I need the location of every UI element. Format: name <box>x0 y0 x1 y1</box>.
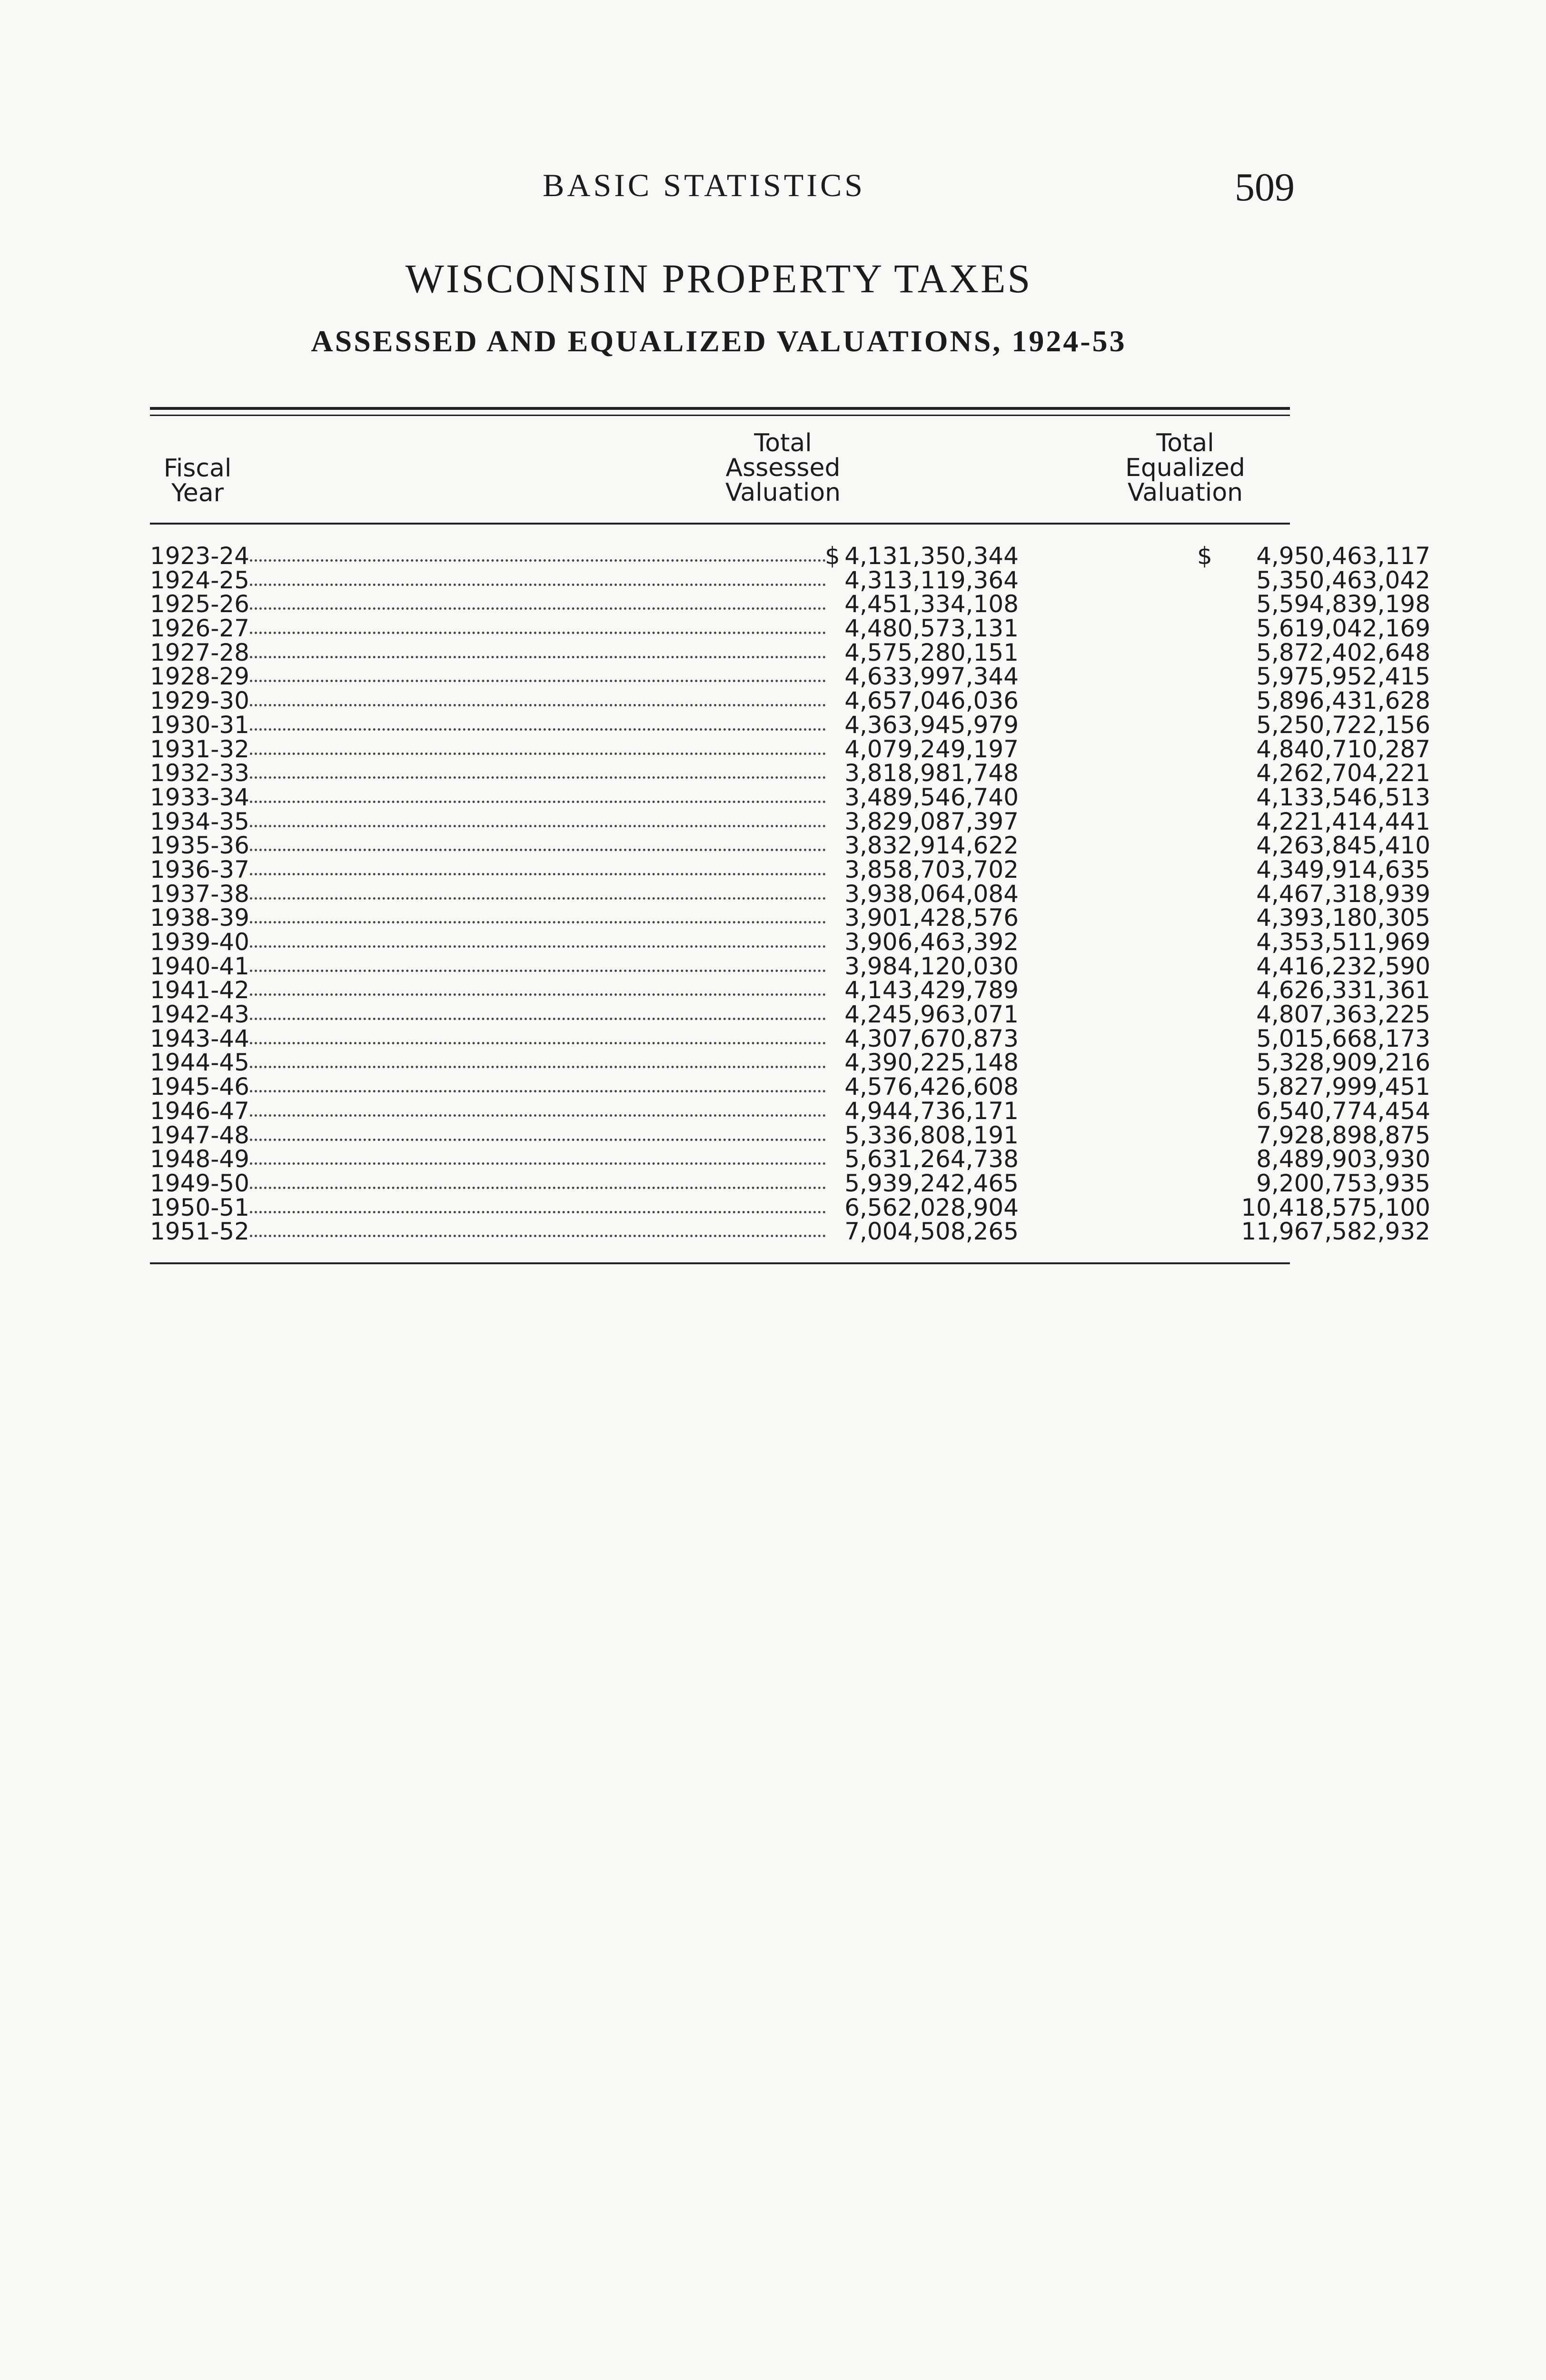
dot-leader <box>250 1090 826 1092</box>
equalized-valuation-cell: 5,328,909,216 <box>1256 1049 1430 1077</box>
fiscal-year-cell: 1949-50 <box>150 1169 249 1197</box>
equalized-valuation-cell: 4,221,414,441 <box>1256 807 1430 835</box>
table-row <box>150 663 1430 691</box>
fiscal-year-cell: 1948-49 <box>150 1145 249 1173</box>
page-number: 509 <box>1235 165 1295 209</box>
column-header-line: Year <box>171 479 224 507</box>
running-head: BASIC STATISTICS <box>543 167 866 203</box>
fiscal-year-cell: 1945-46 <box>150 1073 249 1101</box>
fiscal-year-cell: 1944-45 <box>150 1049 249 1077</box>
fiscal-year-cell: 1943-44 <box>150 1024 249 1052</box>
equalized-valuation-cell: 7,928,898,875 <box>1256 1121 1430 1149</box>
fiscal-year-cell: 1939-40 <box>150 928 249 956</box>
equalized-valuation-cell: 8,489,903,930 <box>1256 1145 1430 1173</box>
assessed-valuation-cell: 4,944,736,171 <box>844 1097 1019 1125</box>
fiscal-year-cell: 1923-24 <box>150 542 249 570</box>
fiscal-year-cell: 1925-26 <box>150 590 249 618</box>
dot-leader <box>250 607 826 610</box>
table-row <box>150 880 1430 908</box>
assessed-valuation-cell: 5,631,264,738 <box>844 1145 1019 1173</box>
fiscal-year-cell: 1929-30 <box>150 687 249 715</box>
fiscal-year-cell: 1951-52 <box>150 1218 249 1246</box>
equalized-valuation-cell: 5,594,839,198 <box>1256 590 1430 618</box>
equalized-valuation-cell: 4,626,331,361 <box>1256 976 1430 1004</box>
equalized-valuation-cell: 4,807,363,225 <box>1256 1001 1430 1029</box>
table-top-rule <box>150 407 1290 410</box>
dot-leader <box>250 1018 826 1020</box>
assessed-valuation-cell: 4,451,334,108 <box>844 590 1019 618</box>
header-rule <box>150 523 1290 525</box>
fiscal-year-cell: 1950-51 <box>150 1193 249 1221</box>
equalized-valuation-cell: 4,133,546,513 <box>1256 783 1430 811</box>
equalized-valuation-cell: 4,349,914,635 <box>1256 855 1430 883</box>
column-header-line: Fiscal <box>163 454 232 483</box>
table-row <box>150 1049 1430 1077</box>
table-row <box>150 1169 1430 1197</box>
fiscal-year-cell: 1941-42 <box>150 976 249 1004</box>
assessed-valuation-cell: 4,576,426,608 <box>844 1073 1019 1101</box>
table-row <box>150 566 1430 594</box>
fiscal-year-cell: 1926-27 <box>150 615 249 643</box>
assessed-valuation-cell: 4,143,429,789 <box>844 976 1019 1004</box>
table-row <box>150 783 1430 811</box>
assessed-valuation-cell: 4,131,350,344 <box>844 542 1019 570</box>
dot-leader <box>250 873 826 875</box>
fiscal-year-cell: 1932-33 <box>150 759 249 787</box>
fiscal-year-cell: 1947-48 <box>150 1121 249 1149</box>
assessed-valuation-cell: 6,562,028,904 <box>844 1193 1019 1221</box>
equalized-valuation-cell: 4,840,710,287 <box>1256 735 1430 763</box>
fiscal-year-cell: 1931-32 <box>150 735 249 763</box>
assessed-valuation-cell: 3,906,463,392 <box>844 928 1019 956</box>
assessed-valuation-cell: 4,480,573,131 <box>844 615 1019 643</box>
assessed-valuation-cell: 4,307,670,873 <box>844 1024 1019 1052</box>
fiscal-year-cell: 1927-28 <box>150 638 249 666</box>
fiscal-year-cell: 1935-36 <box>150 832 249 860</box>
assessed-valuation-cell: 3,984,120,030 <box>844 952 1019 980</box>
dot-leader <box>250 1066 826 1068</box>
table-top-rule-thin <box>150 415 1290 416</box>
assessed-valuation-cell: 4,245,963,071 <box>844 1001 1019 1029</box>
dot-leader <box>250 1187 826 1189</box>
assessed-valuation-cell: 4,390,225,148 <box>844 1049 1019 1077</box>
column-header-equalized <box>1085 431 1285 505</box>
column-header-line: Total <box>1156 429 1214 457</box>
equalized-valuation-cell: 11,967,582,932 <box>1241 1218 1430 1246</box>
assessed-valuation-cell: 7,004,508,265 <box>844 1218 1019 1246</box>
dot-leader <box>250 1114 826 1117</box>
assessed-valuation-cell: 3,901,428,576 <box>844 904 1019 932</box>
equalized-valuation-cell: 4,416,232,590 <box>1256 952 1430 980</box>
table-row <box>150 759 1430 787</box>
equalized-valuation-cell: 5,975,952,415 <box>1256 663 1430 691</box>
equalized-valuation-cell: 5,015,668,173 <box>1256 1024 1430 1052</box>
equalized-valuation-cell: 4,467,318,939 <box>1256 880 1430 908</box>
table-row <box>150 904 1430 932</box>
table-row <box>150 976 1430 1004</box>
assessed-valuation-cell: 3,818,981,748 <box>844 759 1019 787</box>
dot-leader <box>250 1235 826 1237</box>
equalized-valuation-cell: 5,896,431,628 <box>1256 687 1430 715</box>
fiscal-year-cell: 1946-47 <box>150 1097 249 1125</box>
dot-leader <box>250 849 826 851</box>
table-body <box>150 542 1430 1246</box>
equalized-valuation-cell: 10,418,575,100 <box>1241 1193 1430 1221</box>
equalized-valuation-cell: 9,200,753,935 <box>1256 1169 1430 1197</box>
table-row <box>150 687 1430 715</box>
dot-leader <box>250 993 826 996</box>
equalized-valuation-cell: 4,263,845,410 <box>1256 832 1430 860</box>
fiscal-year-cell: 1940-41 <box>150 952 249 980</box>
table-row <box>150 855 1430 883</box>
equalized-valuation-cell: 4,393,180,305 <box>1256 904 1430 932</box>
assessed-valuation-cell: 3,829,087,397 <box>844 807 1019 835</box>
fiscal-year-cell: 1942-43 <box>150 1001 249 1029</box>
assessed-valuation-cell: 4,363,945,979 <box>844 711 1019 739</box>
dot-leader <box>250 801 826 803</box>
dot-leader <box>250 656 826 658</box>
table-row <box>150 807 1430 835</box>
table-row <box>150 735 1430 763</box>
dot-leader <box>250 921 826 923</box>
table-row <box>150 1097 1430 1125</box>
column-header-assessed <box>676 431 890 505</box>
table-row <box>150 638 1430 666</box>
table-row <box>150 1073 1430 1101</box>
dot-leader <box>250 632 826 634</box>
equalized-valuation-cell: 5,872,402,648 <box>1256 638 1430 666</box>
currency-symbol: $ <box>825 542 840 570</box>
assessed-valuation-cell: 5,336,808,191 <box>844 1121 1019 1149</box>
equalized-valuation-cell: 4,950,463,117 <box>1256 542 1430 570</box>
dot-leader <box>250 1162 826 1165</box>
table-row <box>150 1145 1430 1173</box>
fiscal-year-cell: 1936-37 <box>150 855 249 883</box>
assessed-valuation-cell: 3,938,064,084 <box>844 880 1019 908</box>
dot-leader <box>250 1042 826 1044</box>
fiscal-year-cell: 1924-25 <box>150 566 249 594</box>
equalized-valuation-cell: 6,540,774,454 <box>1256 1097 1430 1125</box>
assessed-valuation-cell: 4,313,119,364 <box>844 566 1019 594</box>
dot-leader <box>250 825 826 827</box>
fiscal-year-cell: 1928-29 <box>150 663 249 691</box>
equalized-valuation-cell: 4,353,511,969 <box>1256 928 1430 956</box>
assessed-valuation-cell: 4,633,997,344 <box>844 663 1019 691</box>
assessed-valuation-cell: 4,079,249,197 <box>844 735 1019 763</box>
dot-leader <box>250 1211 826 1213</box>
table-row <box>150 1024 1430 1052</box>
dot-leader <box>250 970 826 972</box>
dot-leader <box>250 945 826 948</box>
column-header-line: Valuation <box>1127 478 1243 507</box>
dot-leader <box>250 753 826 755</box>
equalized-valuation-cell: 4,262,704,221 <box>1256 759 1430 787</box>
page-title: WISCONSIN PROPERTY TAXES <box>405 256 1032 301</box>
equalized-valuation-cell: 5,827,999,451 <box>1256 1073 1430 1101</box>
table-bottom-rule <box>150 1262 1290 1264</box>
assessed-valuation-cell: 3,858,703,702 <box>844 855 1019 883</box>
column-header-fiscal-year <box>145 456 250 506</box>
assessed-valuation-cell: 4,575,280,151 <box>844 638 1019 666</box>
table-row <box>150 952 1430 980</box>
column-header-line: Equalized <box>1125 454 1245 482</box>
table-row <box>150 1193 1430 1221</box>
dot-leader <box>250 728 826 731</box>
column-header-line: Assessed <box>725 454 841 482</box>
assessed-valuation-cell: 4,657,046,036 <box>844 687 1019 715</box>
dot-leader <box>250 704 826 706</box>
dot-leader <box>250 1139 826 1141</box>
equalized-valuation-cell: 5,250,722,156 <box>1256 711 1430 739</box>
table-row <box>150 928 1430 956</box>
table-row <box>150 615 1430 643</box>
table-row <box>150 1001 1430 1029</box>
dot-leader <box>250 584 826 586</box>
dot-leader <box>250 776 826 779</box>
dot-leader <box>250 559 826 562</box>
fiscal-year-cell: 1938-39 <box>150 904 249 932</box>
table-row <box>150 711 1430 739</box>
dot-leader <box>250 897 826 900</box>
currency-symbol: $ <box>1197 542 1212 570</box>
table-row <box>150 1121 1430 1149</box>
table-row <box>150 1218 1430 1246</box>
equalized-valuation-cell: 5,350,463,042 <box>1256 566 1430 594</box>
fiscal-year-cell: 1930-31 <box>150 711 249 739</box>
table-row <box>150 542 1430 570</box>
table-row <box>150 832 1430 860</box>
page-subtitle: ASSESSED AND EQUALIZED VALUATIONS, 1924-53 <box>311 324 1127 358</box>
fiscal-year-cell: 1937-38 <box>150 880 249 908</box>
assessed-valuation-cell: 3,832,914,622 <box>844 832 1019 860</box>
dot-leader <box>250 680 826 682</box>
fiscal-year-cell: 1933-34 <box>150 783 249 811</box>
assessed-valuation-cell: 5,939,242,465 <box>844 1169 1019 1197</box>
table-row <box>150 590 1430 618</box>
fiscal-year-cell: 1934-35 <box>150 807 249 835</box>
column-header-line: Valuation <box>725 478 841 507</box>
assessed-valuation-cell: 3,489,546,740 <box>844 783 1019 811</box>
column-header-line: Total <box>754 429 812 457</box>
equalized-valuation-cell: 5,619,042,169 <box>1256 615 1430 643</box>
